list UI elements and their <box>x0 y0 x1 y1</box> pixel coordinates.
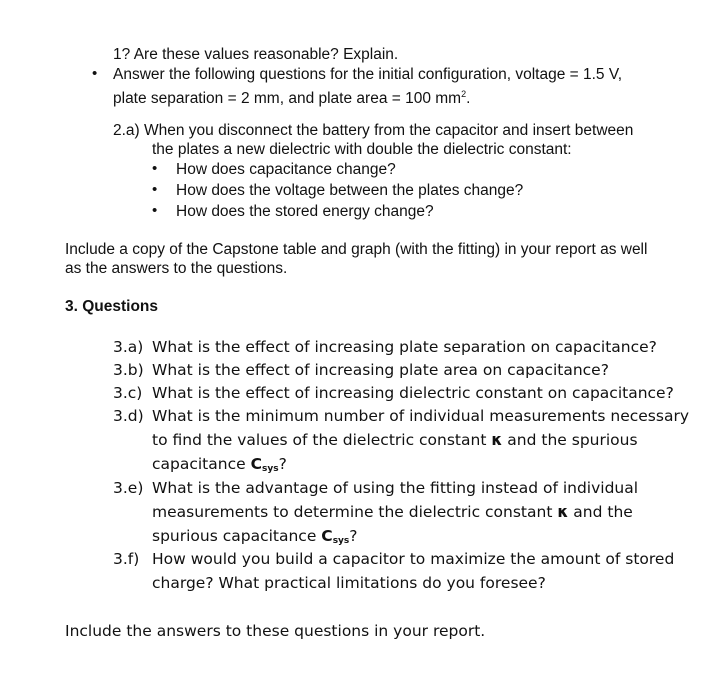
sys-subscript: sys <box>261 464 279 474</box>
instructions-line-2 <box>113 84 470 109</box>
question-3f-line-1: How would you build a capacitor to maximize the amount of stored <box>152 550 675 568</box>
question-3d-line-2-text: to find the values of the dielectric constant <box>152 431 492 449</box>
question-3d-line-3-end: ? <box>278 455 287 473</box>
question-3c-number: 3.c) <box>113 384 143 402</box>
include-report-line-2: as the answers to the questions. <box>65 260 288 277</box>
bullet-icon: • <box>152 202 158 219</box>
question-3c-text: What is the effect of increasing dielectric constant on capacitance? <box>152 384 674 402</box>
question-3d-line-2-end: and the spurious <box>502 431 638 449</box>
superscript-2: 2 <box>461 89 467 99</box>
bullet-icon: • <box>152 181 158 198</box>
bullet-icon: • <box>92 65 98 82</box>
question-3e-line-2 <box>152 501 633 524</box>
bullet-icon: • <box>152 160 158 177</box>
question-3e-line-3-text: spurious capacitance <box>152 527 322 545</box>
kappa-symbol: κ <box>557 503 569 521</box>
question-3e-number: 3.e) <box>113 479 144 497</box>
question-3e-line-1: What is the advantage of using the fitting instead of individual <box>152 479 639 497</box>
instructions-line-2-text: plate separation = 2 mm, and plate area = 100 mm <box>113 90 462 107</box>
section-3-heading: 3. Questions <box>65 298 159 315</box>
question-3d-line-3-text: capacitance <box>152 455 251 473</box>
question-3d-number: 3.d) <box>113 407 144 425</box>
question-3f-line-2: charge? What practical limitations do you foresee? <box>152 574 546 592</box>
question-3d-line-1: What is the minimum number of individual measurements necessary <box>152 407 689 425</box>
sys-subscript: sys <box>332 536 350 546</box>
question-3e-line-2-end: and the <box>568 503 633 521</box>
q2a-line-1: 2.a) When you disconnect the battery from the capacitor and insert between <box>113 122 634 139</box>
question-3f-number: 3.f) <box>113 550 140 568</box>
instructions-line-2-end: . <box>466 90 471 107</box>
c-symbol: C <box>321 527 333 545</box>
question-1-tail: 1? Are these values reasonable? Explain. <box>113 46 399 63</box>
q2a-bullet-3: How does the stored energy change? <box>176 203 434 220</box>
q2a-line-2: the plates a new dielectric with double the dielectric constant: <box>152 141 572 158</box>
q2a-bullet-1: How does capacitance change? <box>176 161 396 178</box>
question-3a-text: What is the effect of increasing plate separation on capacitance? <box>152 338 657 356</box>
kappa-symbol: κ <box>491 431 503 449</box>
c-symbol: C <box>250 455 262 473</box>
question-3d-line-2 <box>152 429 638 452</box>
question-3e-line-2-text: measurements to determine the dielectric constant <box>152 503 558 521</box>
q2a-bullet-2: How does the voltage between the plates change? <box>176 182 524 199</box>
include-report-line-1: Include a copy of the Capstone table and graph (with the fitting) in your report as well <box>65 241 648 258</box>
question-3e-line-3-end: ? <box>349 527 358 545</box>
include-answers-note: Include the answers to these questions in your report. <box>65 622 486 640</box>
question-3b-text: What is the effect of increasing plate area on capacitance? <box>152 361 609 379</box>
question-3a-number: 3.a) <box>113 338 144 356</box>
question-3b-number: 3.b) <box>113 361 144 379</box>
instructions-line-1: Answer the following questions for the initial configuration, voltage = 1.5 V, <box>113 66 623 83</box>
